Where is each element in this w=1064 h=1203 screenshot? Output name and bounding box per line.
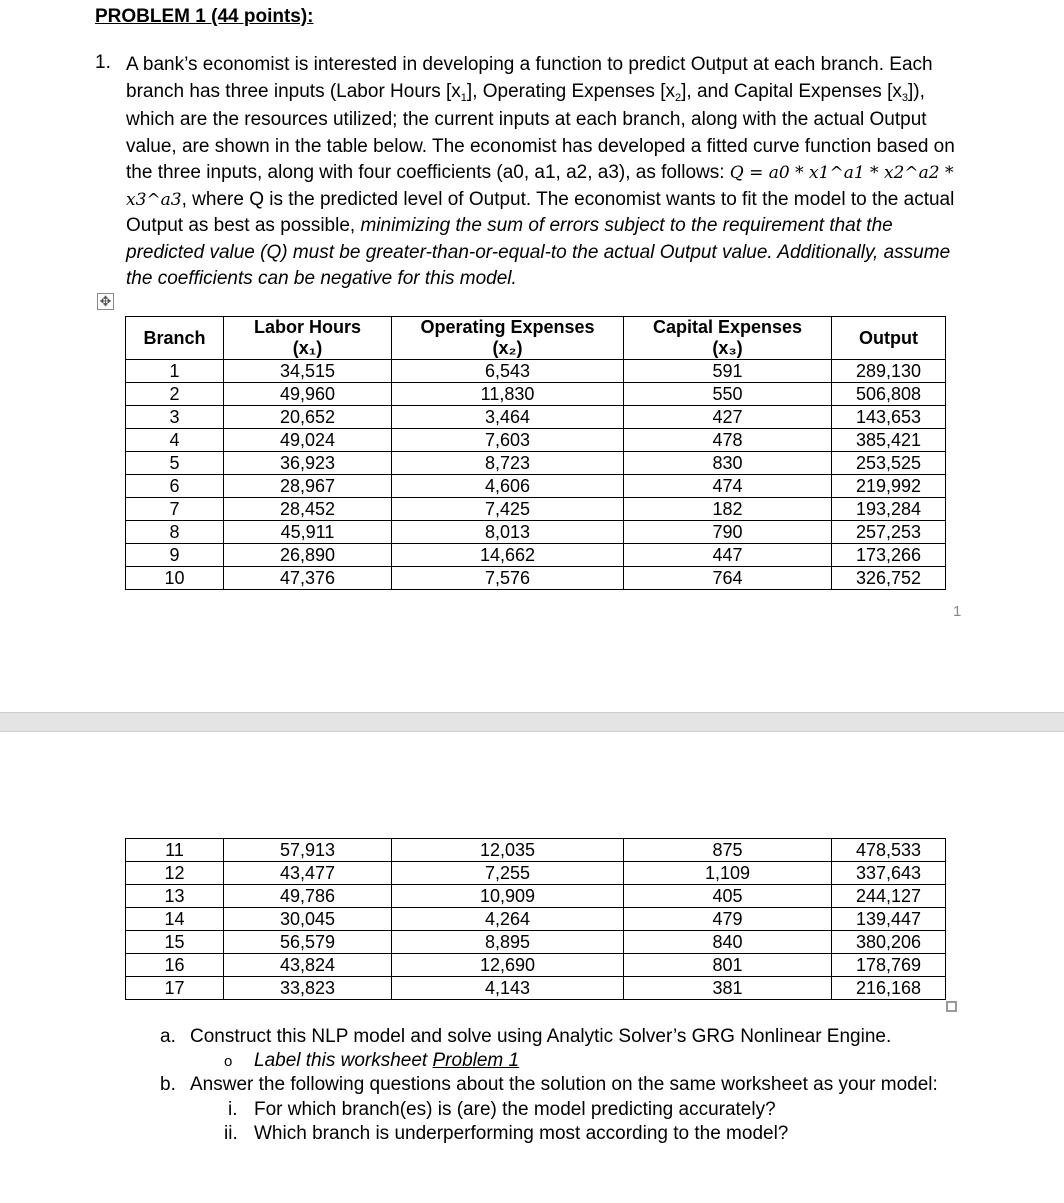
cell-operating-expenses: 7,425: [392, 498, 624, 521]
cell-branch: 2: [126, 383, 224, 406]
cell-labor-hours: 36,923: [224, 452, 392, 475]
table-row: [126, 977, 946, 1000]
cell-operating-expenses: 8,723: [392, 452, 624, 475]
cell-labor-hours: 49,960: [224, 383, 392, 406]
cell-operating-expenses: 7,576: [392, 567, 624, 590]
table-header-row: [126, 317, 946, 360]
cell-operating-expenses: 10,909: [392, 885, 624, 908]
cell-operating-expenses: 4,264: [392, 908, 624, 931]
cell-labor-hours: 57,913: [224, 839, 392, 862]
cell-operating-expenses: 7,603: [392, 429, 624, 452]
cell-capital-expenses: 182: [624, 498, 832, 521]
cell-labor-hours: 43,477: [224, 862, 392, 885]
cell-output: 337,643: [832, 862, 946, 885]
table-row: [126, 931, 946, 954]
question-text: A bank’s economist is interested in developing a function to predict Output at each branch. Each branch has three inputs (Labor Hours $[x_1]$, Operating Expenses $[x_2]$, and Capital Expenses $[x_3]$), which are the resources utilized; the current inputs at each branch, along with the actual Output value, are shown in the table below. The economist has developed a fitted curve function based on the three inputs, along with four coefficients (a0, a1, a2, a3), as follows: Q = a0 * x1^a1 * x2^a2 * x3^a3, where Q is the predicted level of Output. The economist wants to fit the model to the actual Output as best as possible, minimizing the sum of errors subject to the requirement that the predicted value (Q) must be greater-than-or-equal-to the actual Output value. Additionally, assume the coefficients can be negative for this model.: [126, 54, 955, 289]
cell-output: 178,769: [832, 954, 946, 977]
part-a: a. Construct this NLP model and solve using Analytic Solver’s GRG Nonlinear Engine.: [160, 1026, 892, 1047]
cell-labor-hours: 28,967: [224, 475, 392, 498]
cell-branch: 1: [126, 360, 224, 383]
cell-capital-expenses: 479: [624, 908, 832, 931]
cell-labor-hours: 34,515: [224, 360, 392, 383]
cell-operating-expenses: 8,895: [392, 931, 624, 954]
table-row: [126, 862, 946, 885]
cell-branch: 8: [126, 521, 224, 544]
table-row: [126, 360, 946, 383]
table-resize-handle-icon[interactable]: [946, 1001, 957, 1012]
cell-output: 380,206: [832, 931, 946, 954]
cell-branch: 3: [126, 406, 224, 429]
cell-labor-hours: 43,824: [224, 954, 392, 977]
branch-data-table: [125, 316, 946, 590]
part-a-note: o Label this worksheet Problem 1: [224, 1050, 520, 1071]
header-labor-hours: Labor Hours (x₁): [224, 317, 392, 360]
cell-output: 216,168: [832, 977, 946, 1000]
cell-output: 139,447: [832, 908, 946, 931]
cell-operating-expenses: 7,255: [392, 862, 624, 885]
cell-output: 143,653: [832, 406, 946, 429]
cell-branch: 9: [126, 544, 224, 567]
problem-heading: PROBLEM 1 (44 points):: [95, 6, 314, 27]
cell-capital-expenses: 474: [624, 475, 832, 498]
cell-output: 506,808: [832, 383, 946, 406]
fitted-curve-formula: Q = a0 * x1^a1 * x2^a2 * x3^a3: [126, 163, 954, 210]
constraint-emphasis: minimizing the sum of errors subject to the requirement that the predicted value (Q) must be greater-than-or-equal-to the actual Output value. Additionally, assume the coefficients can be negative for this model.: [126, 215, 951, 289]
cell-labor-hours: 26,890: [224, 544, 392, 567]
cell-operating-expenses: 12,035: [392, 839, 624, 862]
cell-branch: 4: [126, 429, 224, 452]
cell-branch: 7: [126, 498, 224, 521]
table-row: [126, 521, 946, 544]
cell-operating-expenses: 3,464: [392, 406, 624, 429]
table-row: [126, 475, 946, 498]
header-output: Output: [832, 317, 946, 360]
cell-capital-expenses: 427: [624, 406, 832, 429]
cell-output: 385,421: [832, 429, 946, 452]
table-row: [126, 908, 946, 931]
cell-capital-expenses: 591: [624, 360, 832, 383]
cell-capital-expenses: 840: [624, 931, 832, 954]
cell-labor-hours: 33,823: [224, 977, 392, 1000]
cell-operating-expenses: 11,830: [392, 383, 624, 406]
cell-capital-expenses: 1,109: [624, 862, 832, 885]
cell-branch: 11: [126, 839, 224, 862]
cell-labor-hours: 47,376: [224, 567, 392, 590]
cell-capital-expenses: 447: [624, 544, 832, 567]
worksheet-label: Problem 1: [432, 1050, 520, 1071]
branch-data-table-continued: [125, 838, 946, 1000]
cell-capital-expenses: 550: [624, 383, 832, 406]
coefficients: a0, a1, a2, a3: [502, 162, 619, 183]
part-b-ii: ii. Which branch is underperforming most according to the model?: [224, 1123, 789, 1144]
cell-capital-expenses: 381: [624, 977, 832, 1000]
cell-operating-expenses: 6,543: [392, 360, 624, 383]
cell-output: 257,253: [832, 521, 946, 544]
cell-output: 193,284: [832, 498, 946, 521]
table-row: [126, 429, 946, 452]
cell-output: 219,992: [832, 475, 946, 498]
cell-capital-expenses: 875: [624, 839, 832, 862]
cell-branch: 6: [126, 475, 224, 498]
cell-output: 478,533: [832, 839, 946, 862]
cell-labor-hours: 20,652: [224, 406, 392, 429]
cell-operating-expenses: 12,690: [392, 954, 624, 977]
cell-capital-expenses: 801: [624, 954, 832, 977]
cell-capital-expenses: 764: [624, 567, 832, 590]
table-row: [126, 567, 946, 590]
cell-branch: 13: [126, 885, 224, 908]
page-break: [0, 712, 1064, 732]
cell-operating-expenses: 14,662: [392, 544, 624, 567]
part-b: b. Answer the following questions about the solution on the same worksheet as your model:: [160, 1074, 938, 1095]
cell-output: 326,752: [832, 567, 946, 590]
cell-operating-expenses: 4,143: [392, 977, 624, 1000]
cell-capital-expenses: 405: [624, 885, 832, 908]
header-operating-expenses: Operating Expenses (x₂): [392, 317, 624, 360]
cell-operating-expenses: 4,606: [392, 475, 624, 498]
cell-output: 244,127: [832, 885, 946, 908]
cell-branch: 16: [126, 954, 224, 977]
cell-branch: 12: [126, 862, 224, 885]
cell-branch: 10: [126, 567, 224, 590]
cell-branch: 14: [126, 908, 224, 931]
cell-labor-hours: 49,786: [224, 885, 392, 908]
table-row: [126, 544, 946, 567]
cell-capital-expenses: 790: [624, 521, 832, 544]
cell-labor-hours: 49,024: [224, 429, 392, 452]
header-capital-expenses: Capital Expenses (x₃): [624, 317, 832, 360]
table-row: [126, 885, 946, 908]
part-b-i: i. For which branch(es) is (are) the model predicting accurately?: [228, 1099, 776, 1120]
table-move-handle-icon[interactable]: ✥: [97, 293, 114, 310]
cell-labor-hours: 28,452: [224, 498, 392, 521]
table-row: [126, 498, 946, 521]
cell-branch: 15: [126, 931, 224, 954]
question-number: 1.: [95, 52, 111, 73]
cell-branch: 5: [126, 452, 224, 475]
cell-output: 173,266: [832, 544, 946, 567]
cell-output: 289,130: [832, 360, 946, 383]
cell-operating-expenses: 8,013: [392, 521, 624, 544]
cell-output: 253,525: [832, 452, 946, 475]
page-number: 1: [953, 603, 962, 620]
cell-capital-expenses: 830: [624, 452, 832, 475]
cell-labor-hours: 56,579: [224, 931, 392, 954]
cell-branch: 17: [126, 977, 224, 1000]
cell-labor-hours: 30,045: [224, 908, 392, 931]
header-branch: Branch: [126, 317, 224, 360]
cell-capital-expenses: 478: [624, 429, 832, 452]
table-row: [126, 839, 946, 862]
table-row: [126, 383, 946, 406]
table-row: [126, 406, 946, 429]
table-row: [126, 954, 946, 977]
cell-labor-hours: 45,911: [224, 521, 392, 544]
table-row: [126, 452, 946, 475]
